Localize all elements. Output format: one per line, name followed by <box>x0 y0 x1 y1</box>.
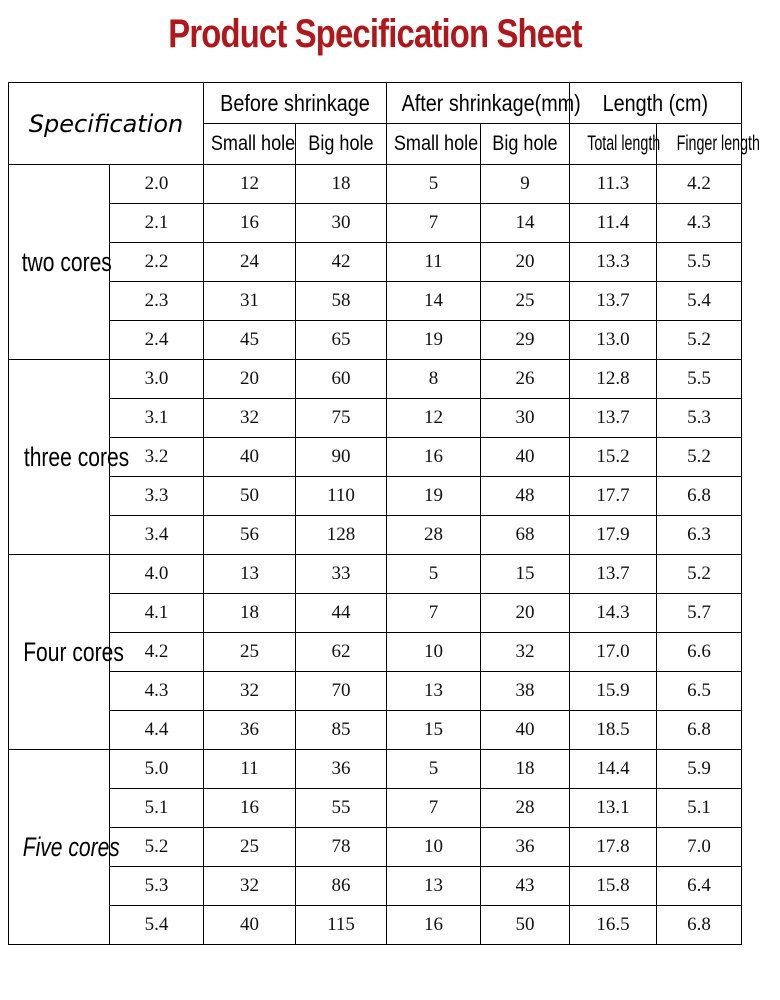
before-small-hole-cell: 31 <box>204 282 296 321</box>
total-length-cell: 14.3 <box>570 594 657 633</box>
spec-size-cell: 3.2 <box>110 438 204 477</box>
table-row <box>9 204 742 243</box>
total-length-cell: 12.8 <box>570 360 657 399</box>
finger-length-cell: 6.8 <box>657 477 742 516</box>
after-big-hole-cell: 68 <box>481 516 570 555</box>
total-length-cell: 15.2 <box>570 438 657 477</box>
spec-size-cell: 4.0 <box>110 555 204 594</box>
after-small-hole-cell: 5 <box>387 750 481 789</box>
table-row <box>9 477 742 516</box>
total-length-cell: 17.0 <box>570 633 657 672</box>
after-small-hole-cell: 7 <box>387 594 481 633</box>
after-small-hole-cell: 14 <box>387 282 481 321</box>
after-small-hole-cell: 10 <box>387 633 481 672</box>
total-length-cell: 17.9 <box>570 516 657 555</box>
table-row <box>9 555 742 594</box>
finger-length-cell: 5.4 <box>657 282 742 321</box>
before-big-hole-cell: 60 <box>296 360 387 399</box>
total-length-cell: 11.3 <box>570 165 657 204</box>
after-small-hole-cell: 15 <box>387 711 481 750</box>
finger-length-cell: 5.2 <box>657 555 742 594</box>
spec-size-cell: 5.3 <box>110 867 204 906</box>
spec-size-cell: 5.2 <box>110 828 204 867</box>
after-big-hole-cell: 20 <box>481 243 570 282</box>
table-row <box>9 672 742 711</box>
header-finger-length: Finger length <box>657 124 742 165</box>
finger-length-cell: 5.2 <box>657 438 742 477</box>
table-row <box>9 243 742 282</box>
total-length-cell: 11.4 <box>570 204 657 243</box>
total-length-cell: 15.8 <box>570 867 657 906</box>
group-label: two cores <box>9 165 110 360</box>
before-big-hole-cell: 44 <box>296 594 387 633</box>
table-row <box>9 165 742 204</box>
spec-size-cell: 2.4 <box>110 321 204 360</box>
table-row <box>9 321 742 360</box>
spec-size-cell: 2.1 <box>110 204 204 243</box>
after-big-hole-cell: 50 <box>481 906 570 945</box>
before-small-hole-cell: 32 <box>204 867 296 906</box>
finger-length-cell: 5.5 <box>657 243 742 282</box>
table-row <box>9 360 742 399</box>
after-small-hole-cell: 19 <box>387 477 481 516</box>
before-big-hole-cell: 55 <box>296 789 387 828</box>
before-small-hole-cell: 40 <box>204 906 296 945</box>
spec-size-cell: 4.2 <box>110 633 204 672</box>
total-length-cell: 15.9 <box>570 672 657 711</box>
before-small-hole-cell: 45 <box>204 321 296 360</box>
before-small-hole-cell: 12 <box>204 165 296 204</box>
after-big-hole-cell: 32 <box>481 633 570 672</box>
after-big-hole-cell: 25 <box>481 282 570 321</box>
after-big-hole-cell: 48 <box>481 477 570 516</box>
header-before-small-hole: Small hole <box>204 124 296 165</box>
before-big-hole-cell: 18 <box>296 165 387 204</box>
after-small-hole-cell: 5 <box>387 555 481 594</box>
before-big-hole-cell: 115 <box>296 906 387 945</box>
after-small-hole-cell: 7 <box>387 789 481 828</box>
table-header <box>9 83 761 165</box>
spec-size-cell: 3.0 <box>110 360 204 399</box>
header-after-shrinkage: After shrinkage(mm) <box>387 83 570 124</box>
header-before-shrinkage: Before shrinkage <box>204 83 387 124</box>
before-big-hole-cell: 36 <box>296 750 387 789</box>
after-small-hole-cell: 11 <box>387 243 481 282</box>
before-big-hole-cell: 58 <box>296 282 387 321</box>
before-small-hole-cell: 20 <box>204 360 296 399</box>
table-row <box>9 750 742 789</box>
after-small-hole-cell: 5 <box>387 165 481 204</box>
before-big-hole-cell: 62 <box>296 633 387 672</box>
spec-size-cell: 2.3 <box>110 282 204 321</box>
total-length-cell: 13.7 <box>570 282 657 321</box>
after-small-hole-cell: 16 <box>387 906 481 945</box>
after-small-hole-cell: 7 <box>387 204 481 243</box>
before-small-hole-cell: 16 <box>204 204 296 243</box>
finger-length-cell: 5.5 <box>657 360 742 399</box>
spec-size-cell: 5.0 <box>110 750 204 789</box>
total-length-cell: 13.3 <box>570 243 657 282</box>
after-small-hole-cell: 16 <box>387 438 481 477</box>
total-length-cell: 13.0 <box>570 321 657 360</box>
before-big-hole-cell: 85 <box>296 711 387 750</box>
table-row <box>9 282 742 321</box>
after-big-hole-cell: 20 <box>481 594 570 633</box>
before-small-hole-cell: 40 <box>204 438 296 477</box>
after-big-hole-cell: 36 <box>481 828 570 867</box>
total-length-cell: 18.5 <box>570 711 657 750</box>
total-length-cell: 17.7 <box>570 477 657 516</box>
after-big-hole-cell: 43 <box>481 867 570 906</box>
table-row <box>9 594 742 633</box>
finger-length-cell: 4.2 <box>657 165 742 204</box>
total-length-cell: 13.7 <box>570 399 657 438</box>
header-after-big-hole: Big hole <box>481 124 570 165</box>
spec-size-cell: 3.1 <box>110 399 204 438</box>
after-big-hole-cell: 28 <box>481 789 570 828</box>
group-label: three cores <box>9 360 110 555</box>
header-total-length: Total length <box>570 124 657 165</box>
before-small-hole-cell: 50 <box>204 477 296 516</box>
after-big-hole-cell: 38 <box>481 672 570 711</box>
after-big-hole-cell: 40 <box>481 711 570 750</box>
after-small-hole-cell: 13 <box>387 672 481 711</box>
after-small-hole-cell: 13 <box>387 867 481 906</box>
total-length-cell: 16.5 <box>570 906 657 945</box>
before-small-hole-cell: 32 <box>204 399 296 438</box>
after-big-hole-cell: 26 <box>481 360 570 399</box>
spec-size-cell: 4.1 <box>110 594 204 633</box>
spec-table <box>8 82 761 945</box>
before-big-hole-cell: 70 <box>296 672 387 711</box>
before-big-hole-cell: 86 <box>296 867 387 906</box>
finger-length-cell: 4.3 <box>657 204 742 243</box>
before-small-hole-cell: 13 <box>204 555 296 594</box>
finger-length-cell: 7.0 <box>657 828 742 867</box>
before-big-hole-cell: 90 <box>296 438 387 477</box>
spec-size-cell: 3.4 <box>110 516 204 555</box>
after-big-hole-cell: 18 <box>481 750 570 789</box>
before-big-hole-cell: 33 <box>296 555 387 594</box>
before-small-hole-cell: 32 <box>204 672 296 711</box>
before-big-hole-cell: 30 <box>296 204 387 243</box>
before-big-hole-cell: 78 <box>296 828 387 867</box>
header-length: Length (cm) <box>570 83 742 124</box>
before-small-hole-cell: 56 <box>204 516 296 555</box>
finger-length-cell: 5.1 <box>657 789 742 828</box>
before-big-hole-cell: 65 <box>296 321 387 360</box>
after-big-hole-cell: 14 <box>481 204 570 243</box>
after-big-hole-cell: 29 <box>481 321 570 360</box>
spec-size-cell: 3.3 <box>110 477 204 516</box>
spec-size-cell: 2.2 <box>110 243 204 282</box>
table-row <box>9 711 742 750</box>
total-length-cell: 17.8 <box>570 828 657 867</box>
before-small-hole-cell: 18 <box>204 594 296 633</box>
after-small-hole-cell: 12 <box>387 399 481 438</box>
finger-length-cell: 5.2 <box>657 321 742 360</box>
after-big-hole-cell: 9 <box>481 165 570 204</box>
table-body <box>9 165 742 945</box>
before-big-hole-cell: 128 <box>296 516 387 555</box>
table-row <box>9 789 742 828</box>
spec-size-cell: 2.0 <box>110 165 204 204</box>
spec-size-cell: 5.4 <box>110 906 204 945</box>
finger-length-cell: 6.3 <box>657 516 742 555</box>
after-small-hole-cell: 28 <box>387 516 481 555</box>
sheet-title: Product Specification Sheet <box>168 12 582 56</box>
after-small-hole-cell: 19 <box>387 321 481 360</box>
spec-size-cell: 4.4 <box>110 711 204 750</box>
spec-size-cell: 4.3 <box>110 672 204 711</box>
after-small-hole-cell: 8 <box>387 360 481 399</box>
group-label: Four cores <box>9 555 110 750</box>
finger-length-cell: 6.5 <box>657 672 742 711</box>
table-row <box>9 516 742 555</box>
total-length-cell: 13.7 <box>570 555 657 594</box>
finger-length-cell: 6.6 <box>657 633 742 672</box>
table-row <box>9 906 742 945</box>
header-before-big-hole: Big hole <box>296 124 387 165</box>
finger-length-cell: 5.7 <box>657 594 742 633</box>
finger-length-cell: 5.9 <box>657 750 742 789</box>
finger-length-cell: 6.8 <box>657 906 742 945</box>
before-small-hole-cell: 25 <box>204 633 296 672</box>
before-small-hole-cell: 11 <box>204 750 296 789</box>
group-label: Five cores <box>9 750 110 945</box>
before-big-hole-cell: 75 <box>296 399 387 438</box>
before-small-hole-cell: 36 <box>204 711 296 750</box>
total-length-cell: 14.4 <box>570 750 657 789</box>
after-small-hole-cell: 10 <box>387 828 481 867</box>
header-specification: Specification <box>9 83 204 165</box>
after-big-hole-cell: 40 <box>481 438 570 477</box>
before-small-hole-cell: 24 <box>204 243 296 282</box>
table-row <box>9 399 742 438</box>
before-big-hole-cell: 110 <box>296 477 387 516</box>
after-big-hole-cell: 15 <box>481 555 570 594</box>
finger-length-cell: 6.8 <box>657 711 742 750</box>
before-small-hole-cell: 25 <box>204 828 296 867</box>
spec-size-cell: 5.1 <box>110 789 204 828</box>
table-row <box>9 867 742 906</box>
total-length-cell: 13.1 <box>570 789 657 828</box>
before-big-hole-cell: 42 <box>296 243 387 282</box>
before-small-hole-cell: 16 <box>204 789 296 828</box>
finger-length-cell: 5.3 <box>657 399 742 438</box>
after-big-hole-cell: 30 <box>481 399 570 438</box>
header-after-small-hole: Small hole <box>387 124 481 165</box>
finger-length-cell: 6.4 <box>657 867 742 906</box>
